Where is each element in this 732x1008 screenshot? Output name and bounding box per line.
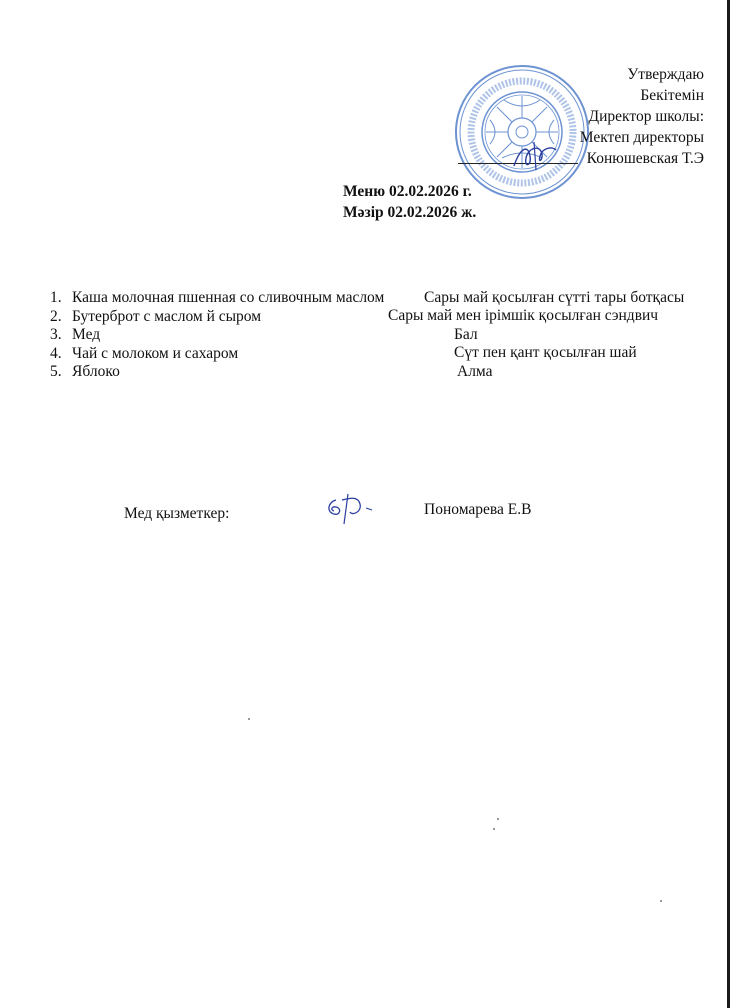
approval-block [580,64,704,169]
scan-speck [248,718,250,720]
menu-item-number: 1. [50,289,62,306]
approval-line-director-name: Конюшевская Т.Э [586,150,704,167]
menu-list-ru [50,289,384,382]
med-worker-label: Мед қызметкер: [124,505,230,522]
menu-item-text: Чай с молоком и сахаром [72,344,239,362]
med-worker-name: Пономарева Е.В [424,501,532,518]
director-signature-icon [510,138,560,174]
menu-item-text: Бутерброт с маслом й сыром [72,307,262,325]
approval-line-approve-kz: Бекітемін [640,87,704,104]
scan-speck [497,818,499,820]
menu-item-number: 3. [50,326,62,343]
menu-item-kz: Сүт пен қант қосылған шай [454,344,637,361]
menu-item-kz: Алма [457,363,493,380]
menu-item-number: 2. [50,307,62,325]
approval-line-position-kz: Мектеп директоры [579,129,704,146]
approval-line-position-ru: Директор школы: [588,108,704,125]
menu-item-ru [50,345,384,364]
menu-title-ru: Меню 02.02.2026 г. [343,183,472,200]
menu-item-text: Каша молочная пшенная со сливочным маслом [72,289,385,306]
scan-speck [660,900,662,902]
menu-title [343,181,476,223]
menu-item-text: Мед [72,326,101,343]
scan-edge-line [727,0,730,1008]
menu-item-ru [50,289,384,308]
menu-item-number: 4. [50,344,62,362]
menu-item-text: Яблоко [72,363,120,380]
menu-item-number: 5. [50,363,62,380]
menu-item-kz: Сары май мен ірімшік қосылған сэндвич [388,307,659,324]
menu-item-kz: Бал [454,326,478,343]
menu-item-ru [50,326,384,345]
approval-line-approve-ru: Утверждаю [627,66,704,83]
menu-item-ru [50,308,384,327]
menu-title-kz: Мәзір 02.02.2026 ж. [343,204,477,221]
scan-speck [493,828,495,830]
menu-item-ru [50,363,384,382]
med-worker-signature-icon [322,490,378,526]
menu-item-kz: Сары май қосылған сүтті тары ботқасы [424,289,685,306]
